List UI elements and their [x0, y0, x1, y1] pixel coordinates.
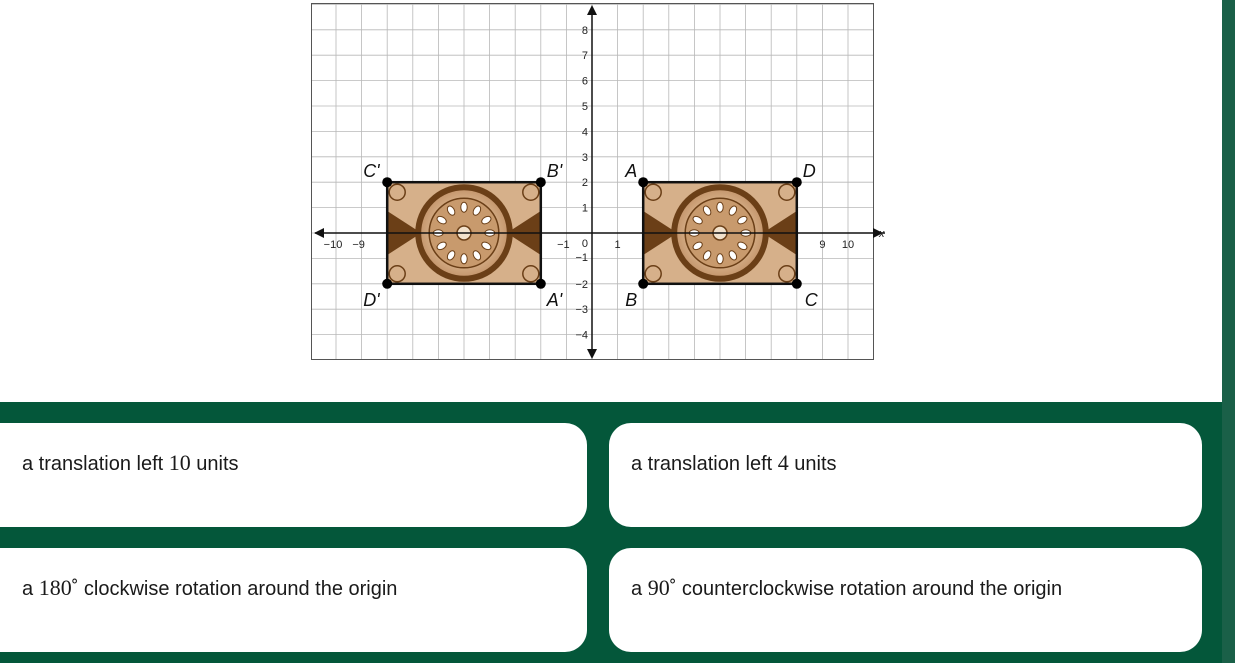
y-tick-label: 2	[581, 177, 588, 190]
right-edge-bar	[1222, 0, 1235, 663]
answer-choice[interactable]	[0, 423, 587, 527]
y-tick-label: −4	[575, 329, 588, 342]
vertex-point	[792, 279, 802, 289]
answer-choice[interactable]	[609, 548, 1202, 652]
coordinate-plane	[311, 3, 885, 360]
choice-number: 180	[38, 575, 72, 600]
y-tick-label: −3	[575, 304, 588, 317]
vertex-point	[382, 279, 392, 289]
choice-text: a	[22, 578, 39, 600]
y-tick-label: 4	[581, 126, 588, 139]
vertex-point	[382, 177, 392, 187]
y-tick-label: 1	[581, 202, 588, 215]
y-tick-label: 3	[581, 151, 588, 164]
vertex-label: A'	[546, 289, 563, 310]
y-tick-label: −2	[575, 278, 588, 291]
choice-text: units	[788, 453, 837, 475]
tile-petal	[461, 254, 467, 264]
vertex-label: D	[802, 161, 816, 182]
answer-choice[interactable]	[609, 423, 1202, 527]
vertex-label: D'	[363, 289, 380, 310]
choice-number: 4	[777, 450, 789, 475]
coordinate-grid-figure	[311, 3, 885, 360]
x-tick-label: −9	[352, 239, 365, 251]
y-tick-label: 6	[581, 75, 588, 88]
x-tick-label: 9	[819, 239, 826, 251]
x-tick-label: 1	[614, 239, 621, 251]
tile-petal	[461, 202, 467, 212]
y-tick-label: 8	[581, 24, 588, 37]
x-tick-label: 10	[841, 239, 855, 251]
choice-text: a translation left	[22, 453, 169, 475]
vertex-point	[536, 177, 546, 187]
choice-text: units	[190, 453, 239, 475]
choice-text: ˚ counterclockwise rotation around the origin	[669, 578, 1063, 600]
answer-choice[interactable]	[0, 548, 587, 652]
y-tick-label: 7	[581, 50, 588, 63]
vertex-point	[638, 177, 648, 187]
y-tick-label: 5	[581, 101, 588, 113]
x-tick-label: −1	[557, 239, 570, 251]
vertex-label: B'	[546, 161, 563, 182]
x-axis-label: x	[879, 228, 885, 240]
choice-text: ˚ clockwise rotation around the origin	[71, 578, 398, 600]
y-tick-label: −1	[575, 252, 588, 264]
vertex-point	[792, 177, 802, 187]
choice-text: a translation left	[631, 453, 778, 475]
tile-petal	[717, 202, 723, 212]
vertex-label: C'	[363, 161, 380, 182]
vertex-point	[536, 279, 546, 289]
x-tick-label: −10	[323, 239, 343, 251]
choice-text: a	[631, 578, 648, 600]
vertex-point	[638, 279, 648, 289]
y-tick-label: 0	[581, 238, 588, 250]
choice-number: 90	[647, 575, 670, 600]
vertex-label: B	[625, 289, 638, 310]
tile-petal	[717, 254, 723, 264]
vertex-label: A	[625, 161, 638, 182]
choice-number: 10	[168, 450, 191, 475]
vertex-label: C	[804, 289, 818, 310]
